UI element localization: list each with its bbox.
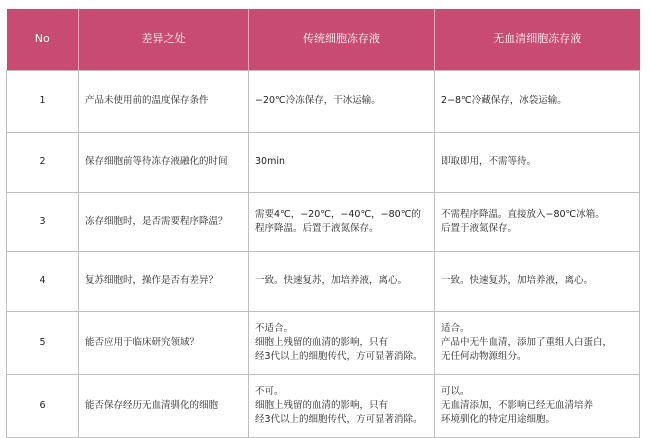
table-row — [7, 312, 640, 375]
cell-line: 细胞上残留的血清的影响，只有 — [255, 399, 389, 411]
traditional-cell — [249, 193, 435, 252]
cell-line: 产品中无牛血清，添加了重组人白蛋白， — [441, 336, 613, 348]
header-row — [7, 9, 640, 71]
traditional-cell — [249, 252, 435, 312]
serum-free-cell — [435, 312, 640, 375]
cell-line: 冻存细胞时，是否需要程序降温？ — [85, 215, 228, 227]
difference-cell — [79, 71, 249, 133]
serum-free-cell — [435, 193, 640, 252]
cell-line: 经3代以上的细胞传代，方可显著消除。 — [255, 414, 423, 426]
cell-line: 不需程序降温。直接放入−80℃冰箱。 — [441, 208, 605, 220]
row-number: 4 — [7, 252, 79, 312]
cell-line: 2−8℃冷藏保存，冰袋运输。 — [441, 95, 567, 107]
serum-free-cell — [435, 252, 640, 312]
cell-line: 经3代以上的细胞传代，方可显著消除。 — [255, 351, 423, 363]
row-number: 2 — [7, 133, 79, 193]
row-number: 5 — [7, 312, 79, 375]
header-no: No — [7, 9, 79, 71]
serum-free-cell — [435, 71, 640, 133]
cell-line: 细胞上残留的血清的影响，只有 — [255, 336, 389, 348]
cell-line: 产品未使用前的温度保存条件 — [85, 95, 209, 107]
cell-line: 无任何动物源组分。 — [441, 351, 527, 363]
cell-line: 保存细胞前等待冻存液融化的时间 — [85, 156, 228, 168]
cell-line: 能否保存经历无血清驯化的细胞 — [85, 399, 219, 411]
row-number: 1 — [7, 71, 79, 133]
table-row — [7, 375, 640, 438]
cell-line: 后置于液氮保存。 — [441, 223, 518, 234]
header-traditional: 传统细胞冻存液 — [249, 9, 435, 71]
cell-line: 不可。 — [255, 385, 284, 397]
difference-cell — [79, 312, 249, 375]
cell-line: 无血清添加，不影响已经无血清培养 — [441, 399, 594, 411]
traditional-cell — [249, 312, 435, 375]
row-number: 3 — [7, 193, 79, 252]
cell-line: 即取即用，不需等待。 — [441, 156, 537, 168]
header-serum-free: 无血清细胞冻存液 — [435, 9, 640, 71]
difference-cell — [79, 133, 249, 193]
table-row — [7, 252, 640, 312]
cell-line: −20℃冷冻保存，干冰运输。 — [255, 95, 381, 107]
table-row — [7, 71, 640, 133]
traditional-cell — [249, 375, 435, 438]
table-header — [7, 9, 640, 71]
difference-cell — [79, 375, 249, 438]
cell-line: 可以。 — [441, 385, 470, 397]
cell-line: 一致。快速复苏，加培养液，离心。 — [441, 275, 594, 287]
cell-line: 环境驯化的特定用途细胞。 — [441, 414, 556, 426]
cell-line: 复苏细胞时，操作是否有差异？ — [85, 275, 219, 287]
cell-line: 30min — [255, 156, 286, 168]
cell-line: 程序降温。后置于液氮保存。 — [255, 223, 379, 234]
difference-cell — [79, 252, 249, 312]
row-number: 6 — [7, 375, 79, 438]
serum-free-cell — [435, 133, 640, 193]
cell-line: 需要4℃，−20℃，−40℃，−80℃的 — [255, 208, 421, 220]
traditional-cell — [249, 133, 435, 193]
comparison-table-wrapper — [6, 9, 639, 438]
cell-line: 适合。 — [441, 322, 470, 334]
cell-line: 能否应用于临床研究领域？ — [85, 336, 200, 348]
table-row — [7, 133, 640, 193]
traditional-cell — [249, 71, 435, 133]
header-difference: 差异之处 — [79, 9, 249, 71]
cell-line: 不适合。 — [255, 322, 294, 334]
difference-cell — [79, 193, 249, 252]
cell-line: 一致。快速复苏，加培养液，离心。 — [255, 275, 408, 287]
table-row — [7, 193, 640, 252]
comparison-table — [6, 9, 640, 438]
serum-free-cell — [435, 375, 640, 438]
table-body — [7, 71, 640, 438]
